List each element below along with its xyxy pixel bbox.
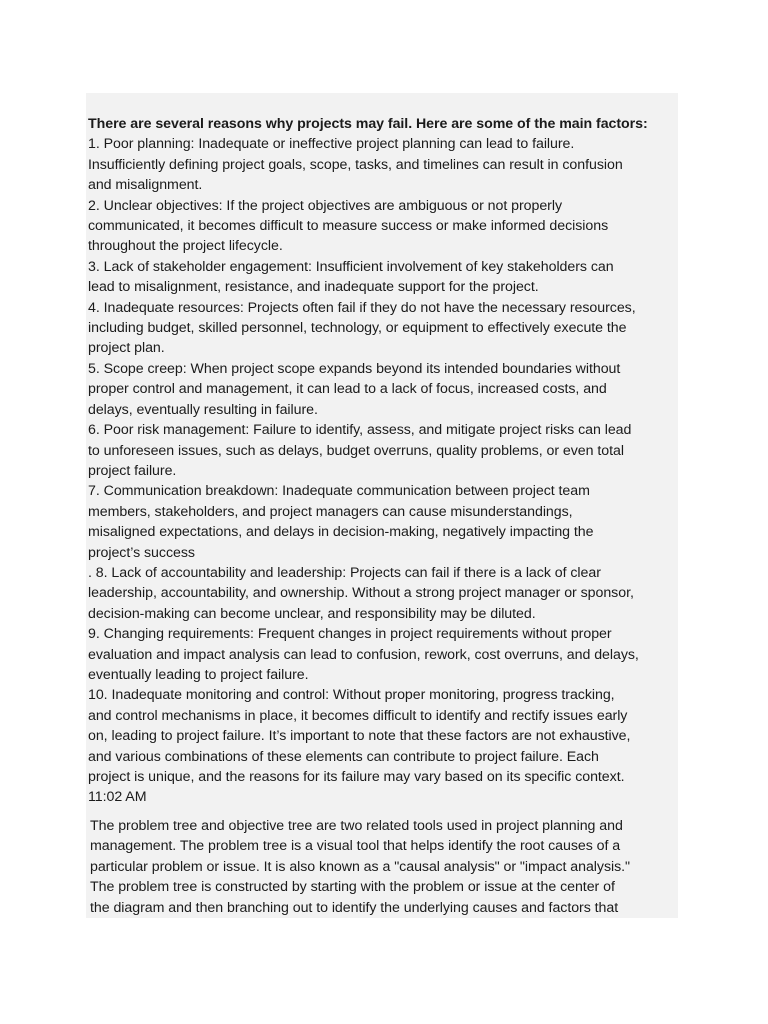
message-timestamp: 11:02 AM [88, 789, 147, 806]
text-line: 7. Communication breakdown: Inadequate communication between project team [88, 483, 590, 500]
text-line: lead to misalignment, resistance, and inadequate support for the project. [88, 279, 539, 296]
text-line: The problem tree and objective tree are two related tools used in project planning and [90, 818, 623, 834]
text-line: eventually leading to project failure. [88, 666, 309, 683]
text-line: particular problem or issue. It is also known as a "causal analysis" or "impact analysis." [90, 858, 631, 875]
text-line: . 8. Lack of accountability and leadership: Projects can fail if there is a lack of clear [88, 564, 601, 581]
text-line: throughout the project lifecycle. [88, 238, 283, 255]
text-line: 4. Inadequate resources: Projects often fail if they do not have the necessary resources, [88, 299, 636, 316]
text-line: The problem tree is constructed by starting with the problem or issue at the center of [90, 879, 615, 896]
text-line: project plan. [88, 340, 165, 357]
text-line: the diagram and then branching out to identify the underlying causes and factors that [90, 899, 619, 916]
text-line: and misalignment. [88, 177, 203, 194]
message-heading: There are several reasons why projects may fail. Here are some of the main factors: [88, 116, 648, 132]
text-line: 9. Changing requirements: Frequent changes in project requirements without proper [88, 626, 612, 643]
text-line: decision-making can become unclear, and responsibility may be diluted. [88, 605, 536, 622]
text-line: proper control and management, it can lead to a lack of focus, increased costs, and [88, 381, 607, 398]
text-line: including budget, skilled personnel, technology, or equipment to effectively execute the [88, 320, 627, 337]
message-block-project-failure [86, 93, 678, 813]
text-line: management. The problem tree is a visual tool that helps identify the root causes of a [90, 838, 621, 855]
text-line: project failure. [88, 462, 177, 479]
text-line: on, leading to project failure. It’s important to note that these factors are not exhaustive, [88, 728, 631, 745]
text-line: leadership, accountability, and ownership. Without a strong project manager or sponsor, [88, 585, 634, 602]
text-line: evaluation and impact analysis can lead to confusion, rework, cost overruns, and delays, [88, 646, 639, 663]
text-line: project’s success [88, 544, 195, 561]
text-line: 3. Lack of stakeholder engagement: Insufficient involvement of key stakeholders can [88, 258, 614, 275]
text-line: members, stakeholders, and project managers can cause misunderstandings, [88, 503, 573, 520]
text-line: project is unique, and the reasons for its failure may vary based on its specific context. [88, 769, 625, 785]
message-block-problem-tree [86, 813, 678, 918]
text-line: delays, eventually resulting in failure. [88, 401, 318, 418]
text-line: 5. Scope creep: When project scope expands beyond its intended boundaries without [88, 360, 621, 377]
text-line: 2. Unclear objectives: If the project objectives are ambiguous or not properly [88, 197, 562, 214]
text-line: 6. Poor risk management: Failure to identify, assess, and mitigate project risks can lead [88, 422, 632, 439]
text-line: and various combinations of these elements can contribute to project failure. Each [88, 748, 599, 765]
text-line: and control mechanisms in place, it becomes difficult to identify and rectify issues early [88, 707, 628, 724]
text-line: communicated, it becomes difficult to measure success or make informed decisions [88, 218, 609, 235]
text-line: Insufficiently defining project goals, scope, tasks, and timelines can result in confusion [88, 156, 623, 173]
text-line: misaligned expectations, and delays in decision-making, negatively impacting the [88, 524, 594, 541]
text-line: to unforeseen issues, such as delays, budget overruns, quality problems, or even total [88, 442, 624, 459]
text-line: 10. Inadequate monitoring and control: Without proper monitoring, progress tracking, [88, 687, 615, 704]
text-line: 1. Poor planning: Inadequate or ineffective project planning can lead to failure. [88, 136, 575, 153]
